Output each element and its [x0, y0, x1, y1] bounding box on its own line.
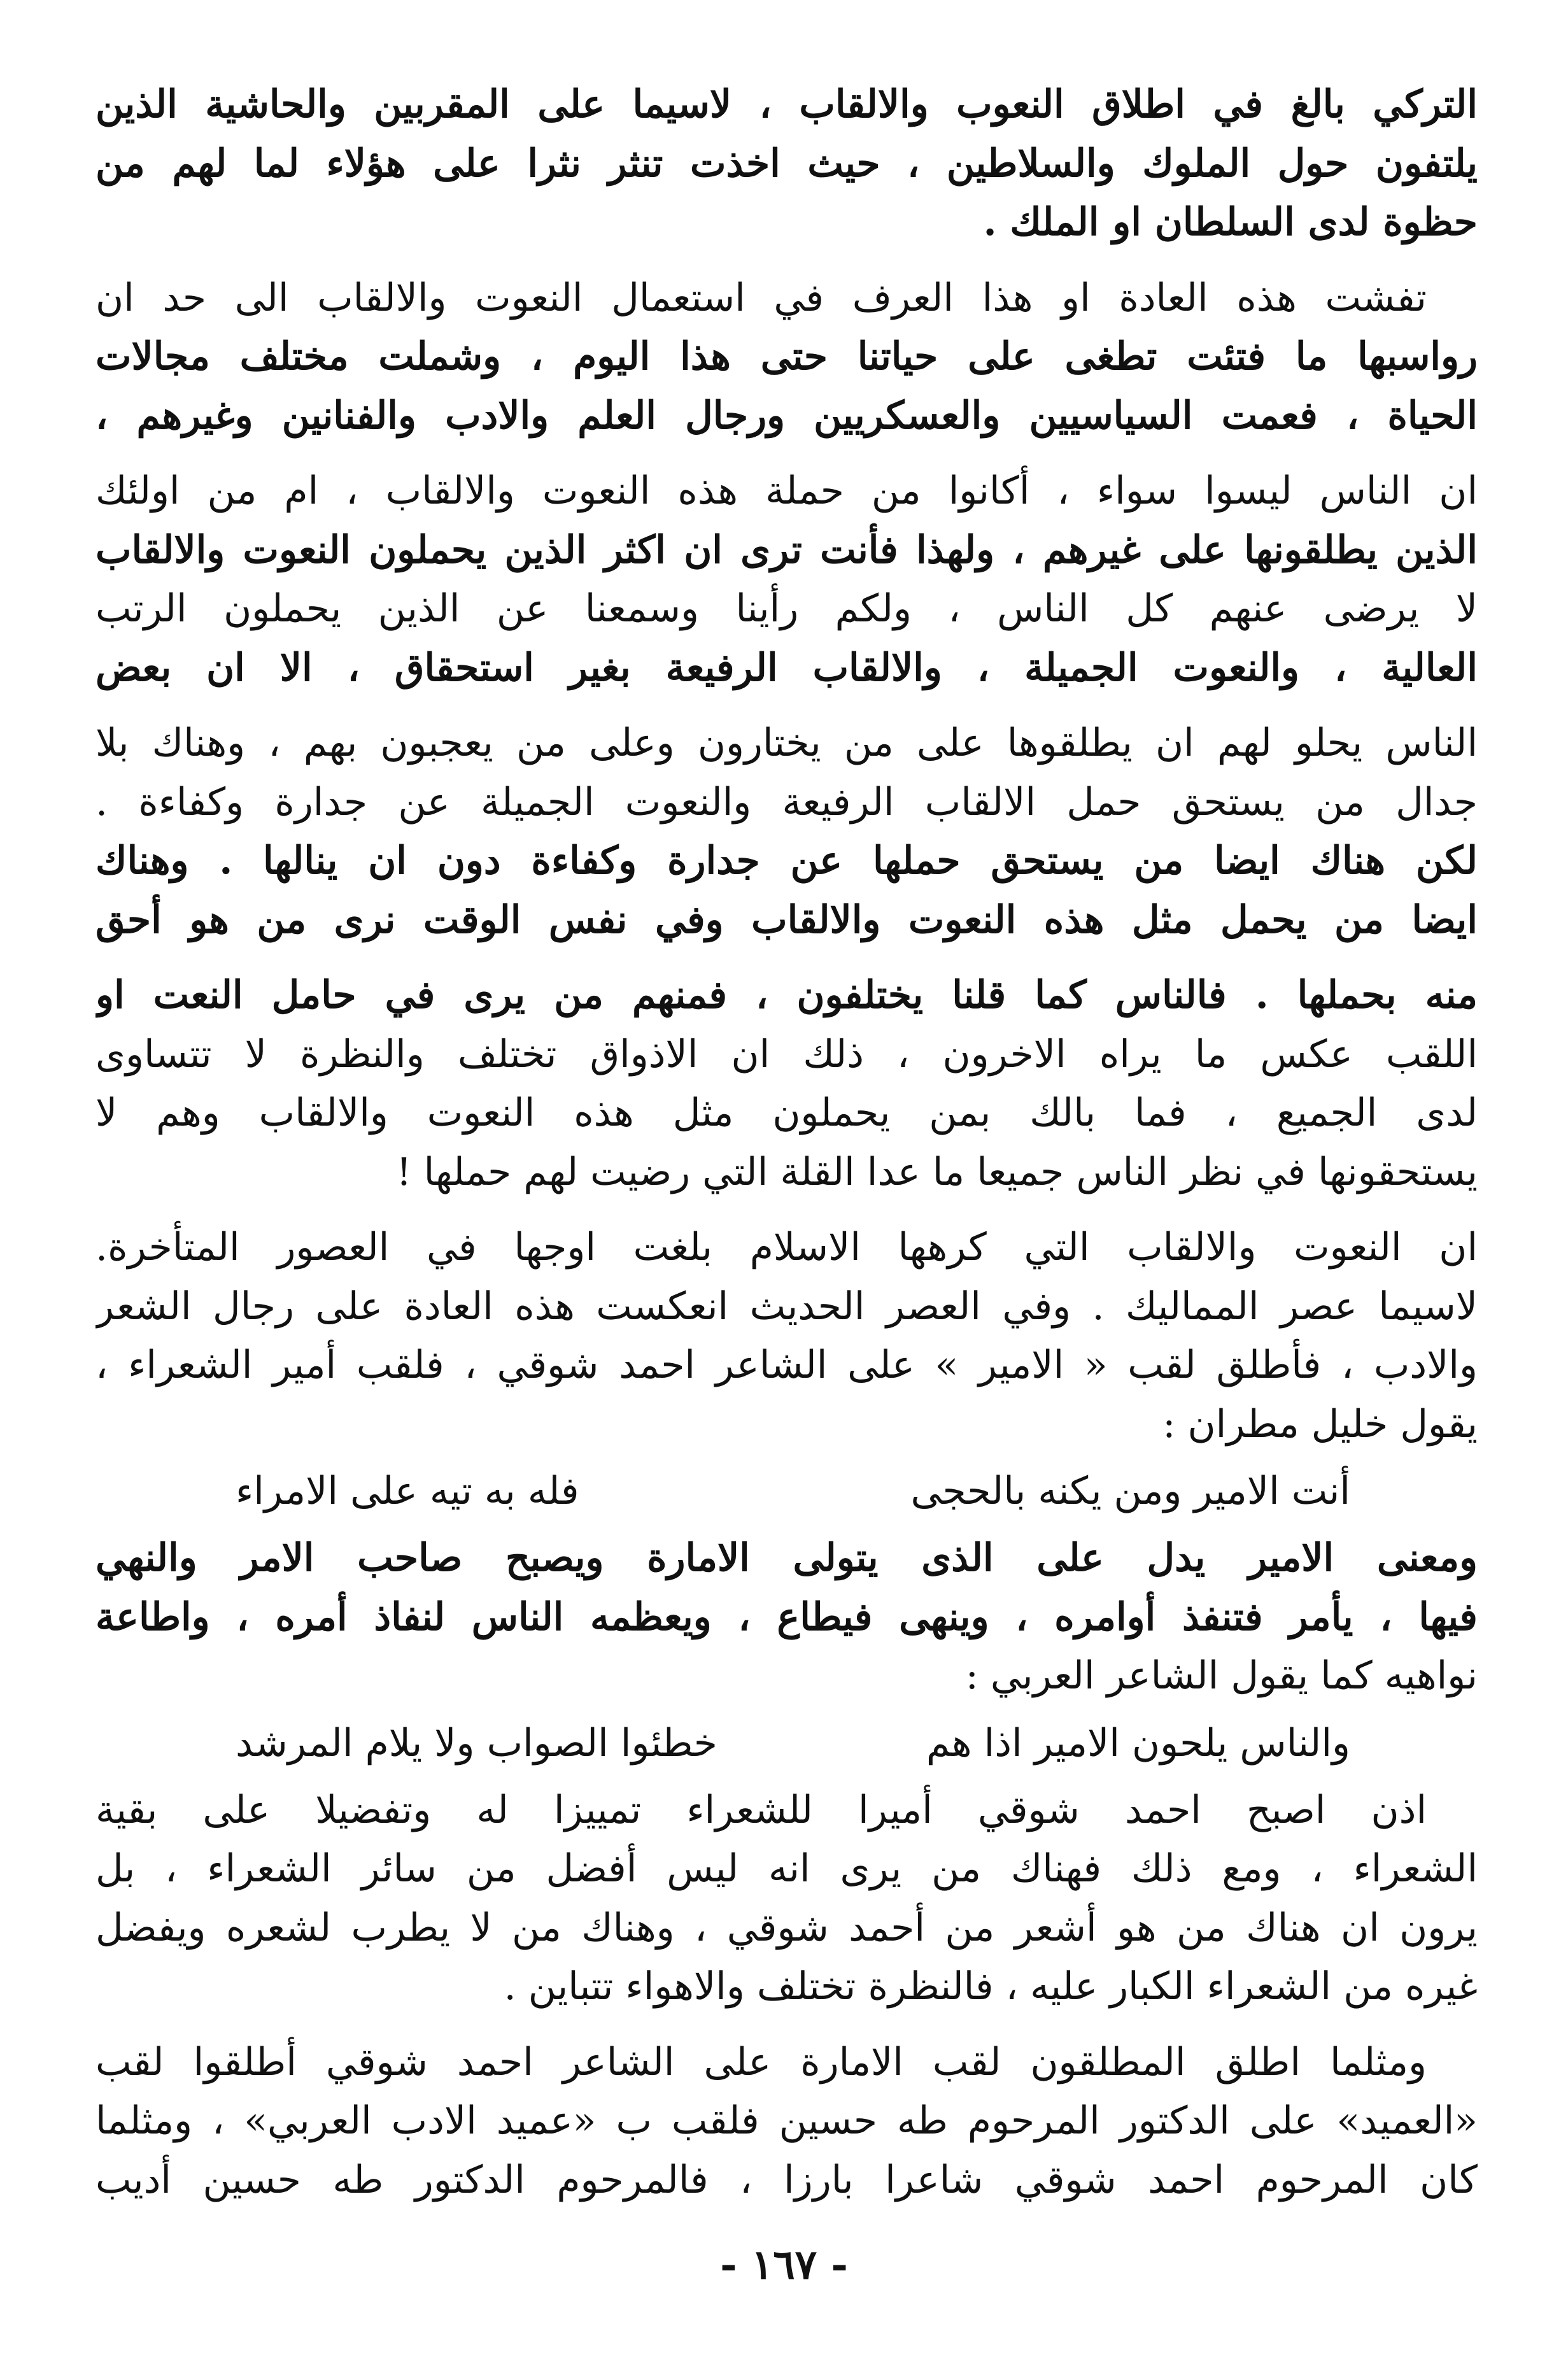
text-line: رواسبها ما فتئت تطغى على حياتنا حتى هذا اليوم ، وشملت مختلف مجالات [95, 334, 1478, 379]
paragraph [95, 1529, 1478, 1706]
page-number: - ١٦٧ - [720, 2241, 848, 2289]
text-line: لكن هناك ايضا من يستحق حملها عن جدارة وكفاءة دون ان ينالها . وهناك [95, 839, 1478, 883]
text-line: الذين يطلقونها على غيرهم ، ولهذا فأنت ترى ان اكثر الذين يحملون النعوت والالقاب [95, 527, 1478, 572]
text-line: اذن اصبح احمد شوقي أميرا للشعراء تمييزا له وتفضيلا على بقية [95, 1787, 1427, 1832]
paragraph [95, 2033, 1478, 2210]
text-line: يقول خليل مطران : [1162, 1401, 1478, 1447]
verse-hemistich-second: فله به تيه على الامراء [236, 1469, 579, 1513]
paragraph [95, 966, 1478, 1201]
text-line: التركي بالغ في اطلاق النعوب والالقاب ، لاسيما على المقربين والحاشية الذين [95, 82, 1478, 127]
text-line: والادب ، فأطلق لقب « الامير » على الشاعر احمد شوقي ، فلقب أمير الشعراء ، [95, 1343, 1478, 1387]
text-line: الشعراء ، ومع ذلك فهناك من يرى انه ليس أفضل من سائر الشعراء ، بل [95, 1846, 1478, 1891]
verse-hemistich-first: والناس يلحون الامير اذا هم [926, 1720, 1350, 1766]
text-line: غيره من الشعراء الكبار عليه ، فالنظرة تختلف والاهواء تتباين . [504, 1964, 1478, 2009]
text-line: حظوة لدى السلطان او الملك . [983, 200, 1478, 244]
text-line: ان الناس ليسوا سواء ، أكانوا من حملة هذه النعوت والالقاب ، ام من اولئك [95, 469, 1478, 513]
text-line: تفشت هذه العادة او هذا العرف في استعمال النعوت والالقاب الى حد ان [95, 275, 1427, 320]
verse-hemistich-second: خطئوا الصواب ولا يلام المرشد [236, 1720, 717, 1766]
text-line: نواهيه كما يقول الشاعر العربي : [965, 1653, 1478, 1698]
text-line: جدال من يستحق حمل الالقاب الرفيعة والنعوت الجميلة عن جدارة وكفاءة . [95, 779, 1478, 825]
text-line: الناس يحلو لهم ان يطلقوها على من يختارون وعلى من يعجبون بهم ، وهناك بلا [95, 721, 1478, 765]
text-line: ايضا من يحمل مثل هذه النعوت والالقاب وفي نفس الوقت نرى من هو أحق [95, 897, 1478, 942]
paragraph [95, 1781, 1478, 2016]
text-line: منه بحملها . فالناس كما قلنا يختلفون ، فمنهم من يرى في حامل النعت او [95, 973, 1478, 1017]
paragraph [95, 1218, 1478, 1454]
text-line: كان المرحوم احمد شوقي شاعرا بارزا ، فالمرحوم الدكتور طه حسين أديب [95, 2157, 1478, 2202]
text-line: ان النعوت والالقاب التي كرهها الاسلام بلغت اوجها في العصور المتأخرة. [95, 1225, 1478, 1270]
text-line: «العميد» على الدكتور المرحوم طه حسين فلقب ب «عميد الادب العربي» ، ومثلما [95, 2099, 1478, 2143]
text-line: لاسيما عصر المماليك . وفي العصر الحديث انعكست هذه العادة على رجال الشعر [95, 1284, 1478, 1329]
verse-hemistich-first: أنت الامير ومن يكنه بالحجى [910, 1469, 1350, 1513]
text-line: يستحقونها في نظر الناس جميعا ما عدا القلة التي رضيت لهم حملها ! [396, 1149, 1478, 1194]
text-line: اللقب عكس ما يراه الاخرون ، ذلك ان الاذواق تختلف والنظرة لا تتساوى [95, 1031, 1478, 1077]
text-line: يلتفون حول الملوك والسلاطين ، حيث اخذت تنثر نثرا على هؤلاء لما لهم من [95, 141, 1478, 186]
paragraph [95, 269, 1478, 446]
text-line: العالية ، والنعوت الجميلة ، والالقاب الرفيعة بغير استحقاق ، الا ان بعض [95, 645, 1478, 690]
text-line: لا يرضى عنهم كل الناس ، ولكم رأينا وسمعنا عن الذين يحملون الرتب [95, 586, 1478, 631]
paragraph [95, 714, 1478, 949]
text-line: لدى الجميع ، فما بالك بمن يحملون مثل هذه النعوت والالقاب وهم لا [95, 1091, 1478, 1135]
text-line: ومعنى الامير يدل على الذى يتولى الامارة ويصبح صاحب الامر والنهي [95, 1536, 1478, 1580]
text-line: فيها ، يأمر فتنفذ أوامره ، وينهى فيطاع ، ويعظمه الناس لنفاذ أمره ، واطاعة [95, 1594, 1478, 1639]
text-line: ومثلما اطلق المطلقون لقب الامارة على الشاعر احمد شوقي أطلقوا لقب [95, 2039, 1427, 2084]
poem-verse [95, 1706, 1478, 1781]
body-text [95, 75, 1478, 2209]
text-line: يرون ان هناك من هو أشعر من أحمد شوقي ، وهناك من لا يطرب لشعره ويفضل [95, 1905, 1478, 1950]
text-line: الحياة ، فعمت السياسيين والعسكريين ورجال العلم والادب والفنانين وغيرهم ، [95, 393, 1478, 438]
poem-verse [95, 1454, 1478, 1529]
paragraph [95, 462, 1478, 697]
paragraph [95, 75, 1478, 252]
